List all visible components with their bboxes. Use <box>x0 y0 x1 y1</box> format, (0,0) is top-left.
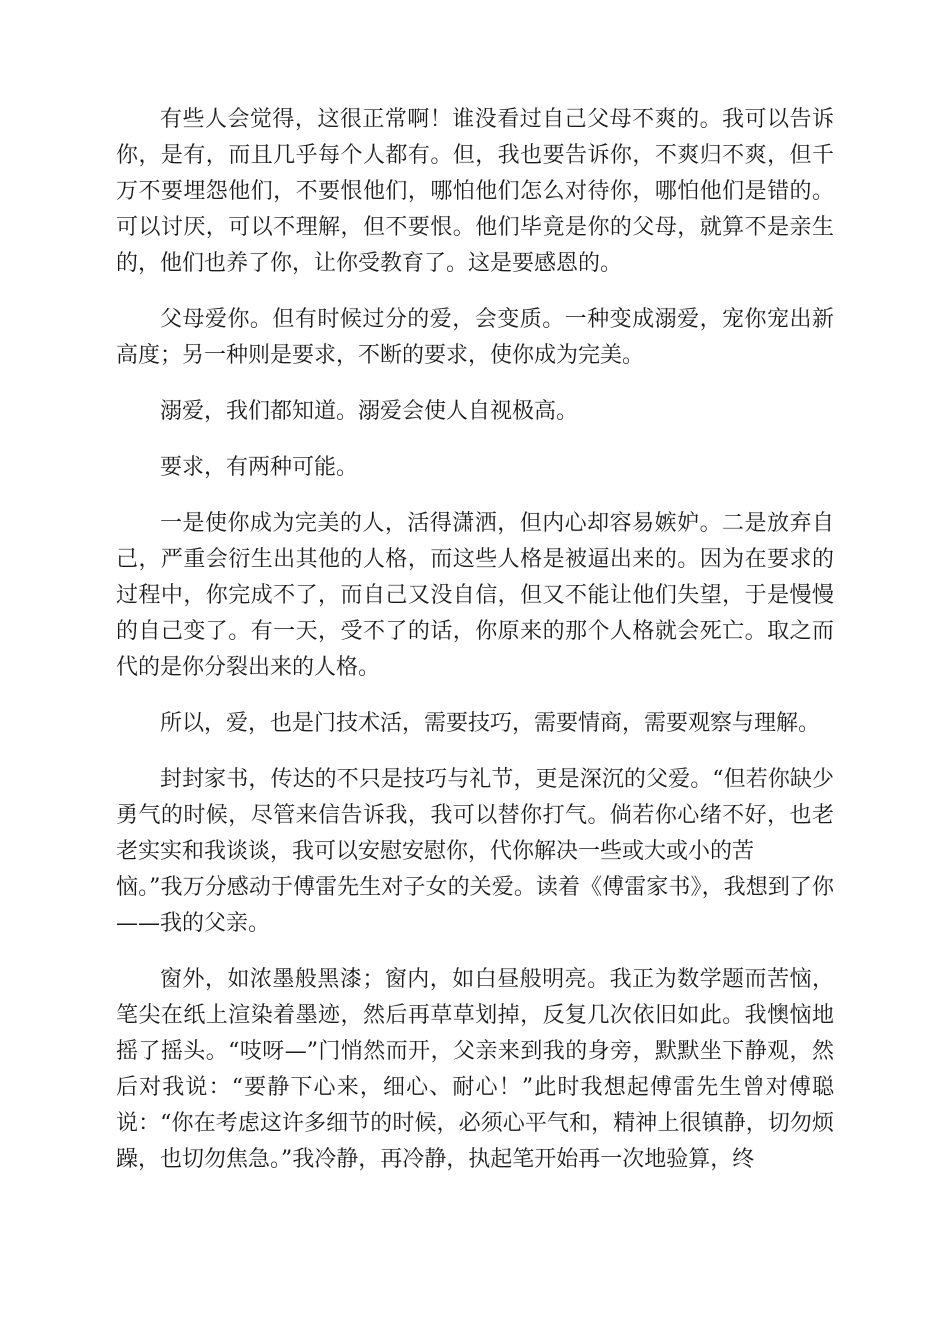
document-body <box>116 102 834 1198</box>
paragraph-1: 有些人会觉得，这很正常啊！谁没看过自己父母不爽的。我可以告诉你，是有，而且几乎每个人都有。但，我也要告诉你，不爽归不爽，但千万不要埋怨他们，不要恨他们，哪怕他们怎么对待你，哪怕他们是错的。可以讨厌，可以不理解，但不要恨。他们毕竟是你的父母，就算不是亲生的，他们也养了你，让你受教育了。这是要感恩的。 <box>116 107 834 276</box>
paragraph-2: 父母爱你。但有时候过分的爱，会变质。一种变成溺爱，宠你宠出新高度；另一种则是要求，不断的要求，使你成为完美。 <box>116 307 834 368</box>
paragraph-6: 所以，爱，也是门技术活，需要技巧，需要情商，需要观察与理解。 <box>160 711 821 736</box>
paragraph-7: 封封家书，传达的不只是技巧与礼节，更是深沉的父爱。“但若你缺少勇气的时候，尽管来信告诉我，我可以替你打气。倘若你心绪不好，也老老实实和我谈谈，我可以安慰安慰你，代你解决一些或大或小的苦 恼。”我万分感动于傅雷先生对子女的关爱。读着《傅雷家书》，我想到了你——我的父亲。 <box>116 767 834 936</box>
paragraph-8: 窗外，如浓墨般黑漆；窗内，如白昼般明亮。我正为数学题而苦恼，笔尖在纸上渲染着墨迹，然后再草草划掉，反复几次依旧如此。我懊恼地摇了摇头。“吱呀—”门悄然而开，父亲来到我的身旁，默默坐下静观，然后对我说：“要静下心来，细心、耐心！”此时我想起傅雷先生曾对傅聪说：“你在考虑这许多细节的时候，必须心平气和，精神上很镇静，切勿烦躁，也切勿焦急。”我冷静，再冷静，执起笔开始再一次地验算，终 <box>116 967 834 1172</box>
paragraph-4: 要求，有两种可能。 <box>160 455 359 480</box>
paragraph-5: 一是使你成为完美的人，活得潇洒，但内心却容易嫉妒。二是放弃自己，严重会衍生出其他的人格，而这些人格是被逼出来的。因为在要求的过程中，你完成不了，而自己又没自信，但又不能让他们失望，于是慢慢的自己变了。有一天，受不了的话，你原来的那个人格就会死亡。取之而代的是你分裂出来的人格。 <box>116 511 834 680</box>
paragraph-3: 溺爱，我们都知道。溺爱会使人自视极高。 <box>160 399 579 424</box>
